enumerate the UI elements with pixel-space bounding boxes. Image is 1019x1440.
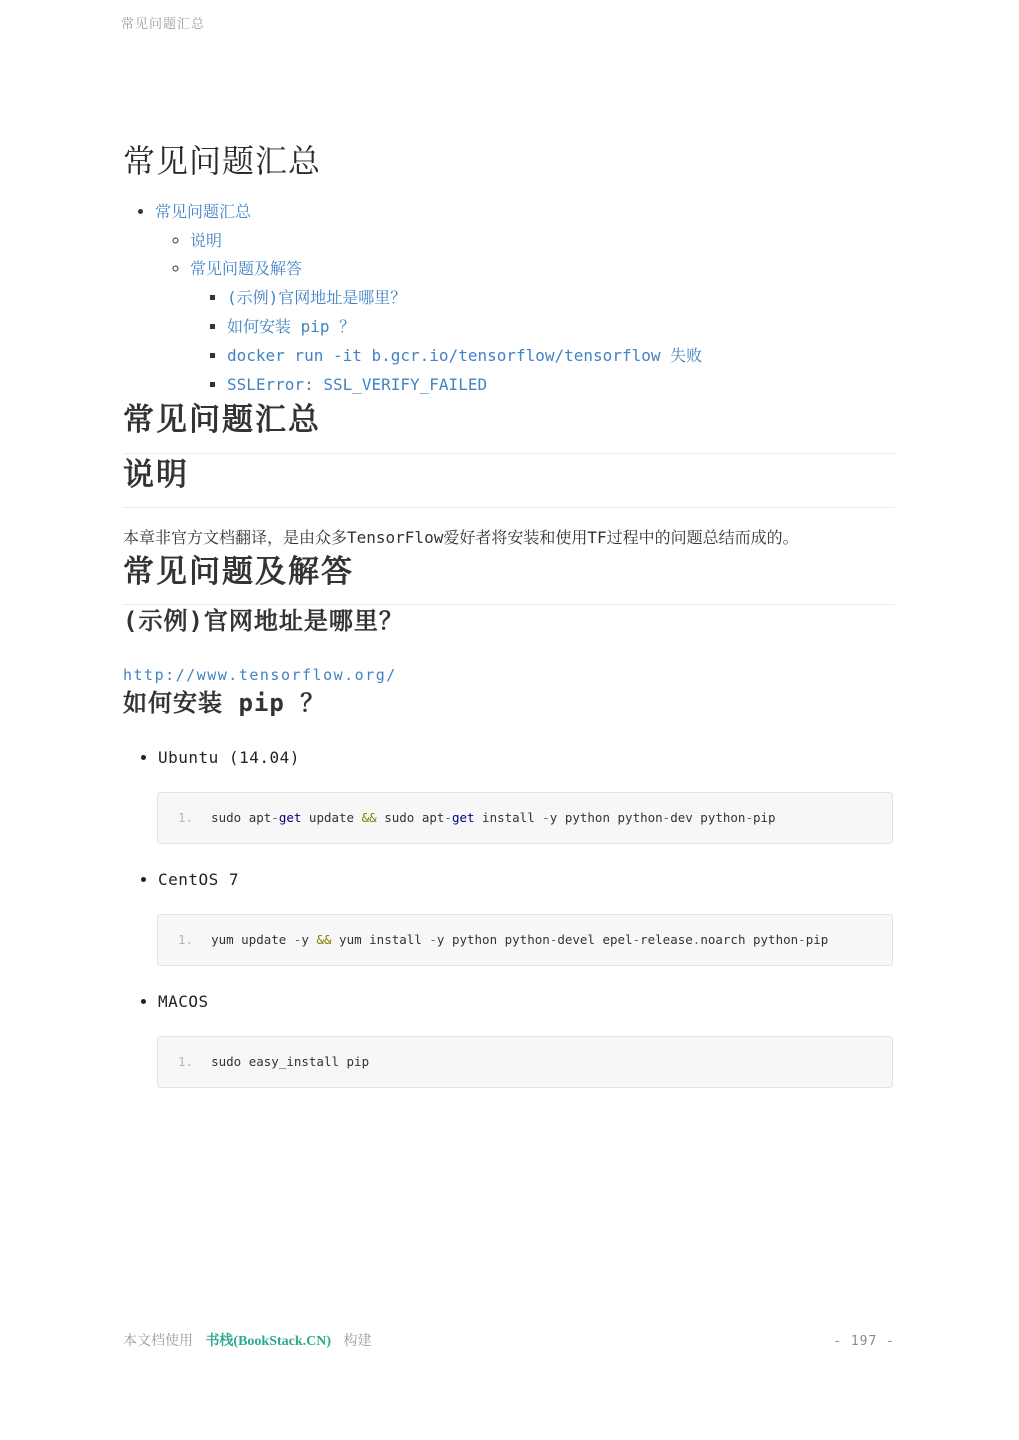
document-page [123, 0, 895, 1088]
footer-credit-prefix: 本文档使用 [123, 1333, 193, 1349]
section-heading-qa: 常见问题及解答 [123, 551, 895, 605]
toc-sublist [155, 227, 895, 400]
entry-label-centos: CentOS 7 [158, 870, 240, 890]
table-of-contents [123, 198, 895, 400]
toc-item-q4 [227, 371, 895, 400]
section-heading-faq: 常见问题汇总 [123, 399, 895, 453]
code-line-number: 1. [178, 810, 194, 826]
code-line: yum update -y && yum install -y python python-devel epel-release.noarch python-pip [211, 932, 829, 948]
toc-item-q3 [227, 342, 895, 371]
entry-label-ubuntu: Ubuntu (14.04) [158, 748, 300, 768]
page-number: - 197 - [833, 1334, 895, 1349]
bookstack-brand-link[interactable]: 书栈(BookStack.CN) [205, 1334, 332, 1349]
toc-item-faq [155, 198, 895, 400]
toc-link-qa[interactable]: 常见问题及解答 [190, 259, 303, 279]
toc-item-note [190, 227, 895, 256]
code-line-number: 1. [178, 1054, 194, 1070]
running-header: 常见问题汇总 [121, 17, 206, 32]
code-line: sudo apt-get update && sudo apt-get install -y python python-dev python-pip [211, 810, 776, 826]
tensorflow-url-link[interactable]: http://www.tensorflow.org/ [123, 665, 397, 684]
page-footer [123, 1330, 895, 1350]
question-heading-official-site: (示例)官网地址是哪里？ [123, 607, 404, 636]
code-block-macos [157, 1036, 893, 1088]
answer-link-line [123, 663, 895, 687]
code-line: sudo easy_install pip [211, 1054, 370, 1070]
toc-subsublist [190, 284, 895, 399]
footer-credit-suffix: 构建 [343, 1333, 372, 1349]
toc-item-q2 [227, 313, 895, 342]
list-item-ubuntu [158, 746, 895, 844]
code-line-number: 1. [178, 932, 194, 948]
question-heading-install-pip: 如何安装 pip ？ [123, 688, 326, 717]
toc-link-note[interactable]: 说明 [190, 230, 223, 250]
toc-link-faq[interactable]: 常见问题汇总 [155, 201, 252, 221]
toc-link-q1[interactable]: (示例)官网地址是哪里？ [227, 288, 407, 308]
list-item-macos [158, 990, 895, 1088]
footer-credit [123, 1330, 372, 1350]
toc-item-qa [190, 255, 895, 399]
code-block-centos [157, 914, 893, 966]
toc-link-q4[interactable]: SSLError: SSL_VERIFY_FAILED [227, 374, 488, 394]
toc-link-q3[interactable]: docker run -it b.gcr.io/tensorflow/tensorflow 失败 [227, 345, 703, 365]
entry-label-macos: MACOS [158, 992, 209, 1012]
toc-link-q2[interactable]: 如何安装 pip ？ [227, 316, 356, 336]
install-entries-list [123, 746, 895, 1088]
code-block-ubuntu [157, 792, 893, 844]
list-item-centos [158, 868, 895, 966]
toc-item-q1 [227, 284, 895, 313]
note-paragraph: 本章非官方文档翻译，是由众多TensorFlow爱好者将安装和使用TF过程中的问题总结而成的。 [123, 528, 799, 548]
section-heading-note: 说明 [123, 454, 895, 508]
page-title: 常见问题汇总 [123, 142, 322, 180]
